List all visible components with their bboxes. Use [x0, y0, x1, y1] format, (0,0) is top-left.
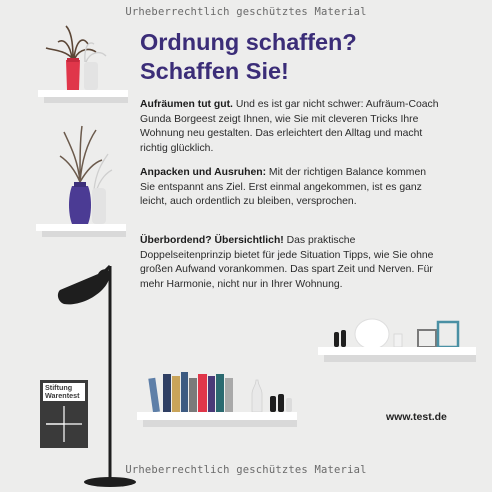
paragraph-2	[140, 166, 440, 210]
shelf-1	[38, 90, 128, 97]
title-line-1: Ordnung schaffen?	[140, 29, 357, 55]
paragraph-3-lead: Überbordend? Übersichtlich!	[140, 235, 284, 246]
paragraph-1-body: Und es ist gar nicht schwer: Aufräum-Coach Gunda Borgeest zeigt Ihnen, wie Sie mit cleveren Tricks Ihre Wohnung neu gestalten. Das erleichtert den Alltag und macht richtig glücklich.	[140, 99, 439, 154]
picture-frame-icon	[418, 322, 458, 347]
paragraph-1	[140, 98, 440, 156]
title-line-2: Schaffen Sie!	[140, 58, 289, 84]
paragraph-2-lead: Anpacken und Ausruhen:	[140, 167, 267, 178]
bowl-icon	[334, 319, 402, 349]
page-title	[140, 28, 480, 86]
bottle-icon	[252, 380, 292, 412]
logo-line2: Warentest	[45, 390, 80, 400]
shelf-2	[36, 224, 126, 231]
paragraph-3	[140, 234, 440, 292]
paragraph-1-lead: Aufräumen tut gut.	[140, 99, 233, 110]
red-vase-icon	[46, 26, 106, 90]
shelf-3	[137, 412, 297, 420]
paragraph-3-body: Das praktische Doppelseitenprinzip bietet für jede Situation Tipps, wie Sie ohne großen Aufwand vorankommen. Das spart Zeit und Nerven. Für mehr Harmonie, nicht nur in Ihrer Wohnung.	[140, 235, 434, 290]
stiftung-warentest-logo	[40, 380, 88, 448]
shelf-4	[318, 347, 476, 355]
blue-vase-icon	[60, 126, 112, 224]
floor-lamp-icon	[58, 266, 136, 487]
watermark-bottom: Urheberrechtlich geschütztes Material	[125, 464, 367, 476]
logo-line1: Stiftung	[45, 383, 73, 392]
logo-mark	[40, 380, 88, 448]
books-icon	[148, 372, 233, 412]
website-url: www.test.de	[386, 411, 447, 423]
paragraph-2-body: Mit der richtigen Balance kommen Sie entspannt ans Ziel. Erst einmal angekommen, ist es ganz leicht, auch ordentlich zu bleiben, versprochen.	[140, 167, 427, 208]
watermark-top: Urheberrechtlich geschütztes Material	[125, 6, 367, 18]
